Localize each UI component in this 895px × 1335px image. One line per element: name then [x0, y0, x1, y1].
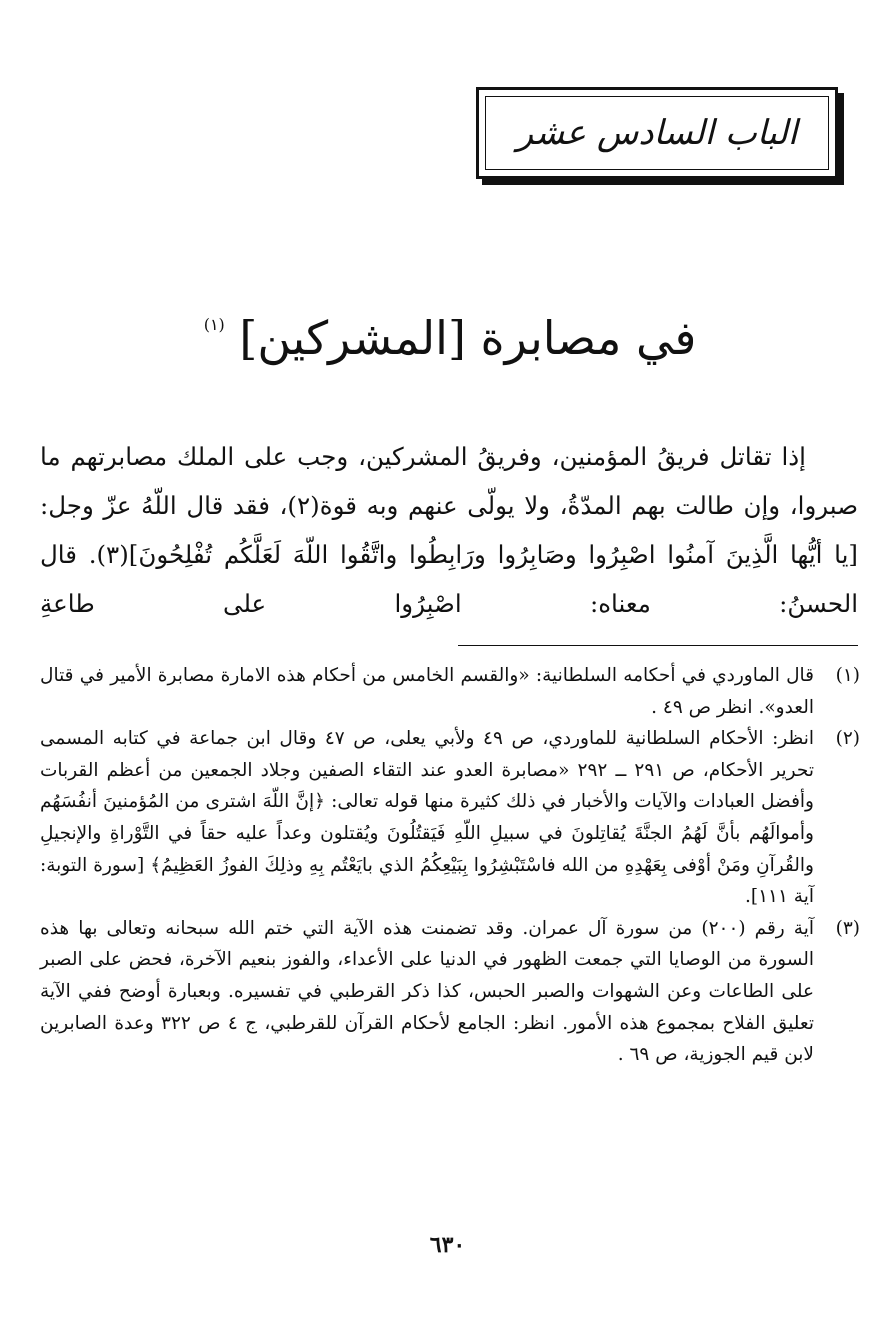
footnote-2: [40, 723, 860, 913]
footnote-text: قال الماوردي في أحكامه السلطانية: «والقسم الخامس من أحكام هذه الامارة مصابرة الأمير في قتال العدو». انظر ص ٤٩ .: [40, 665, 814, 718]
footnote-1: [40, 660, 860, 723]
body-paragraph: إذا تقاتل فريقُ المؤمنين، وفريقُ المشركين، وجب على الملك مصابرتهم ما صبروا، وإن طالت بهم المدّةُ، ولا يولّى عنهم وبه قوة(٢)، فقد قال اللّهُ عزّ وجل: [يا أيُّها الَّذِينَ آمنُوا اصْبِرُوا وصَابِرُوا ورَابِطُوا واتَّقُوا اللّهَ لَعَلَّكُم تُفْلِحُونَ](٣). قال الحسنُ: معناه: اصْبِرُوا على طاعةِ: [40, 442, 858, 618]
footnote-number: (١): [835, 665, 860, 686]
footnote-number: (٢): [835, 728, 860, 750]
footnote-text: انظر: الأحكام السلطانية للماوردي، ص ٤٩ ولأبي يعلى، ص ٤٧ وقال ابن جماعة في كتابه المسمى تحرير الأحكام، ص ٢٩١ ــ ٢٩٢ «مصابرة العدو عند التقاء الصفين وجلاد الجمعين من أعظم القربات وأفضل العبادات والآيات والأخبار في ذلك كثيرة منها قوله تعالى: ﴿إنَّ اللّهَ اشترى من المُؤمنينَ أنفُسَهُم وأموالَهُم بأنَّ لَهُمُ الجنَّةَ يُقاتِلونَ في سبيلِ اللّهِ فَيَقتُلُونَ ويُقتلون وعداً عليه حقاً في التَّوْراةِ والإنجيلِ والقُرآنِ ومَنْ أوْفى بِعَهْدِهِ من الله فاسْتَبْشِرُوا بِبَيْعِكُمُ الذي بايَعْتُم بِهِ وذلِكَ الفوزُ العَظِيمُ﴾ [سورة التوبة: آية ١١١].: [40, 728, 814, 908]
chapter-heading-box: [476, 87, 838, 179]
footnote-3: [40, 913, 860, 1071]
footnotes: [40, 660, 860, 1071]
footnote-divider: [458, 645, 858, 646]
footnote-text: آية رقم (٢٠٠) من سورة آل عمران. وقد تضمنت هذه الآية التي ختم الله سبحانه وتعالى بها هذه السورة من الوصايا التي جمعت الظهور في الدنيا على الأعداء، والفوز بنعيم الآخرة، فحض على الصبر على الطاعات وعن الشهوات والصبر الحبس، كذا ذكر القرطبي في تفسيره. وبعبارة أوضح ففي الآية تعليق الفلاح بمجموع هذه الأمور. انظر: الجامع لأحكام القرآن للقرطبي، ج ٤ ص ٣٢٢ وعدة الصابرين لابن قيم الجوزية، ص ٦٩ .: [40, 917, 814, 1066]
section-title-footnote-ref: (١): [203, 315, 225, 334]
footnote-number: (٣): [835, 917, 860, 939]
chapter-title: الباب السادس عشر: [516, 113, 798, 153]
section-title-text: في مصابرة [المشركين]: [239, 311, 697, 365]
body-text: [40, 432, 858, 628]
page-number: ٦٣٠: [429, 1232, 466, 1258]
section-title: [180, 290, 720, 365]
